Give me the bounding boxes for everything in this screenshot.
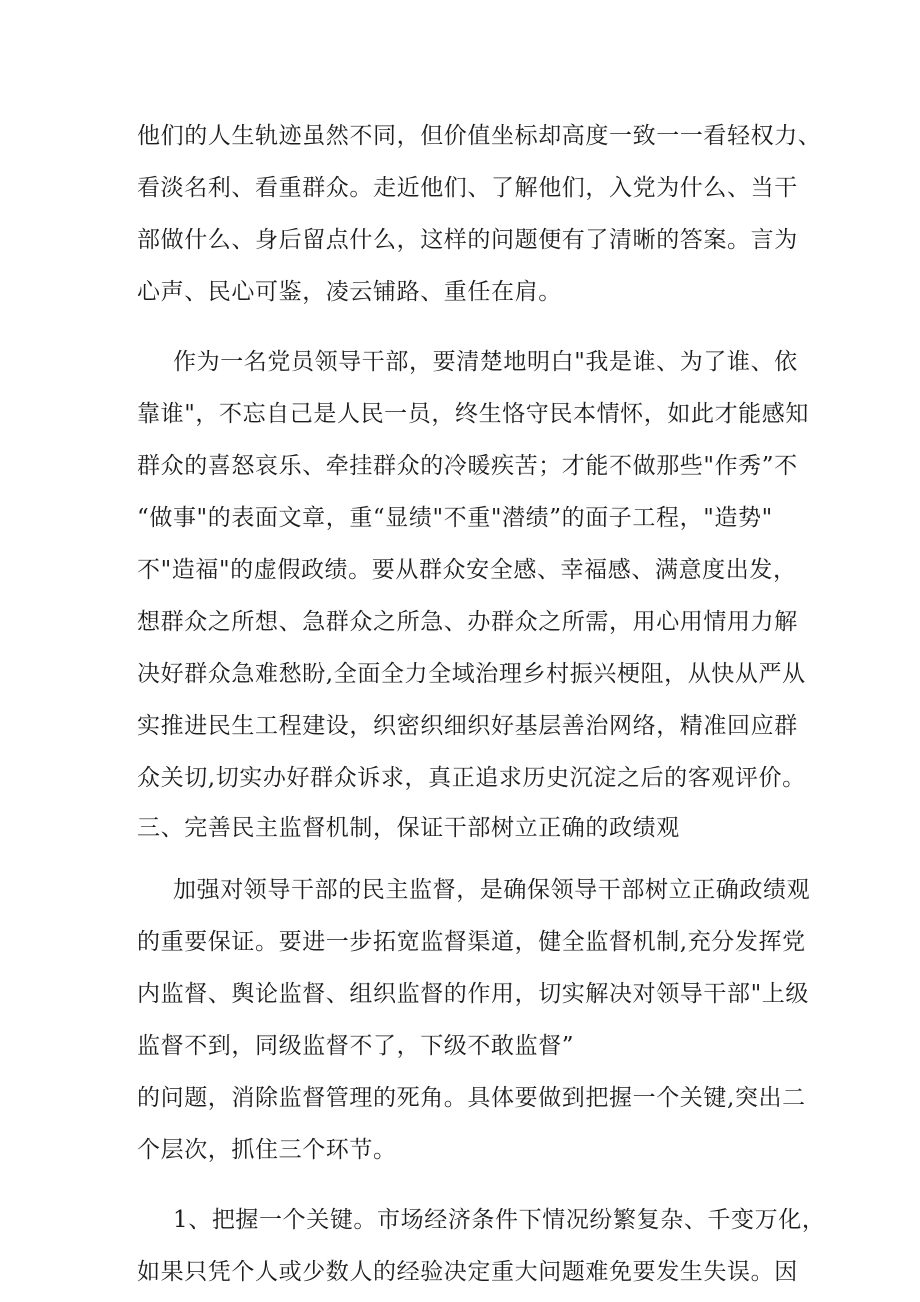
text-line: 看淡名利、看重群众。走近他们、了解他们，入党为什么、当干 (137, 175, 798, 201)
text-line: 部做什么、身后留点什么，这样的问题便有了清晰的答案。言为 (137, 227, 798, 253)
section-heading: 三、完善民主监督机制，保证干部树立正确的政绩观 (137, 815, 680, 841)
text-line: 不"造福"的虚假政绩。要从群众安全感、幸福感、满意度出发， (137, 557, 797, 583)
text-line: 想群众之所想、急群众之所急、办群众之所需，用心用情用力解 (137, 609, 798, 635)
text-line: 如果只凭个人或少数人的经验决定重大问题难免要发生失误。因 (137, 1259, 798, 1285)
text-line: 的问题，消除监督管理的死角。具体要做到把握一个关键,突出二 (137, 1085, 806, 1111)
paragraph-start-line: 作为一名党员领导干部，要清楚地明白"我是谁、为了谁、依 (173, 349, 798, 375)
text-line: 监督不到，同级监督不了，下级不敢监督” (137, 1033, 575, 1059)
paragraph-start-line: 加强对领导干部的民主监督，是确保领导干部树立正确政绩观 (173, 877, 811, 903)
text-line: 决好群众急难愁盼,全面全力全域治理乡村振兴梗阻，从快从严从 (137, 661, 806, 687)
text-line: 众关切,切实办好群众诉求，真正追求历史沉淀之后的客观评价。 (137, 765, 806, 791)
text-line: 他们的人生轨迹虽然不同，但价值坐标却高度一致一一看轻权力、 (137, 123, 822, 149)
text-line: 的重要保证。要进一步拓宽监督渠道，健全监督机制,充分发挥党 (137, 929, 806, 955)
paragraph-start-line: 1、把握一个关键。市场经济条件下情况纷繁复杂、千变万化， (173, 1207, 826, 1233)
text-line: 心声、民心可鉴，凌云铺路、重任在肩。 (137, 279, 562, 305)
text-line: “做事"的表面文章，重“显绩"不重"潜绩”的面子工程，"造势" (137, 505, 773, 531)
text-line: 内监督、舆论监督、组织监督的作用，切实解决对领导干部"上级 (137, 981, 809, 1007)
text-line: 实推进民生工程建设，织密织细织好基层善治网络，精准回应群 (137, 713, 798, 739)
text-line: 群众的喜怒哀乐、牵挂群众的冷暖疾苦；才能不做那些"作秀”不 (137, 453, 798, 479)
text-line: 靠谁"，不忘自己是人民一员，终生恪守民本情怀，如此才能感知 (137, 401, 809, 427)
text-line: 个层次，抓住三个环节。 (137, 1137, 397, 1163)
